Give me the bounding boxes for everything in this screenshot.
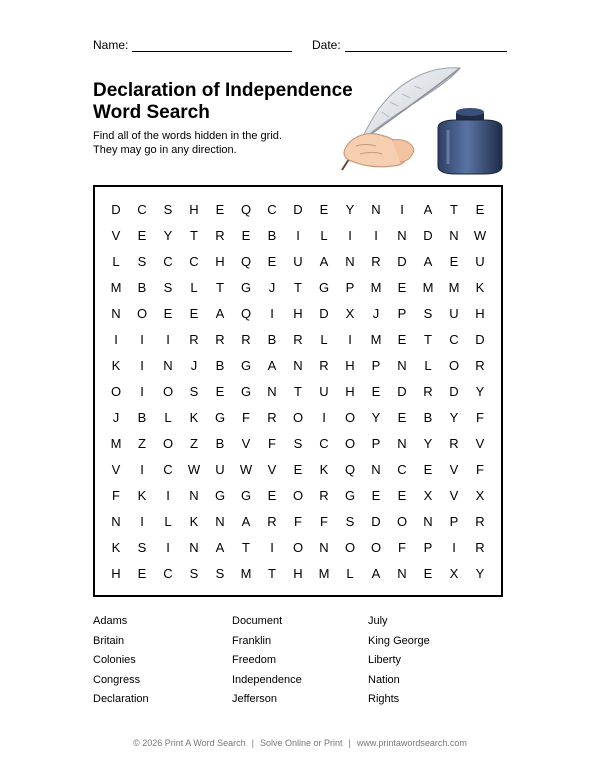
grid-cell: R [319, 488, 329, 503]
grid-cell: T [294, 384, 302, 399]
grid-cell: V [449, 462, 459, 477]
letter-grid [103, 197, 493, 587]
grid-cell: I [296, 228, 300, 243]
grid-cell: H [475, 306, 485, 321]
grid-cell: H [293, 566, 303, 581]
footer-tagline: Solve Online or Print [259, 738, 343, 748]
grid-row [103, 327, 493, 353]
word-list-item: Jefferson [232, 693, 278, 705]
grid-cell: E [215, 384, 225, 399]
grid-cell: Y [449, 410, 459, 425]
grid-cell: K [111, 540, 121, 555]
grid-cell: K [189, 410, 199, 425]
grid-row [103, 431, 493, 457]
grid-cell: G [344, 488, 356, 503]
grid-cell: D [371, 514, 381, 529]
grid-cell: C [163, 254, 173, 269]
grid-cell: S [163, 202, 173, 217]
grid-cell: O [396, 514, 408, 529]
grid-cell: X [423, 488, 433, 503]
word-list-column-2 [232, 612, 372, 710]
grid-cell: S [137, 540, 147, 555]
grid-cell: R [475, 514, 485, 529]
grid-cell: L [164, 514, 172, 529]
grid-cell: K [111, 358, 121, 373]
grid-cell: R [189, 332, 199, 347]
grid-cell: B [215, 436, 225, 451]
grid-cell: E [397, 488, 407, 503]
word-list-item: Declaration [93, 693, 149, 705]
grid-cell: A [267, 358, 277, 373]
grid-cell: X [475, 488, 485, 503]
grid-cell: C [163, 462, 173, 477]
grid-cell: K [319, 462, 329, 477]
grid-cell: E [267, 254, 277, 269]
grid-cell: N [449, 228, 459, 243]
word-list-item: Liberty [368, 654, 402, 666]
grid-cell: O [344, 436, 356, 451]
word-list-column-1 [93, 612, 233, 710]
grid-cell: M [240, 566, 252, 581]
grid-cell: D [475, 332, 485, 347]
grid-cell: P [449, 514, 459, 529]
grid-cell: I [140, 358, 144, 373]
grid-cell: O [448, 358, 460, 373]
grid-cell: T [450, 202, 458, 217]
grid-cell: L [112, 254, 120, 269]
grid-cell: M [422, 280, 434, 295]
grid-cell: D [397, 254, 407, 269]
grid-cell: O [110, 384, 122, 399]
grid-cell: C [449, 332, 459, 347]
footer-separator: | [348, 738, 351, 748]
grid-cell: R [475, 540, 485, 555]
grid-cell: O [292, 488, 304, 503]
grid-row [103, 275, 493, 301]
date-field-row [312, 38, 507, 52]
page-title: Declaration of Independence Word Search [93, 80, 353, 123]
grid-cell: E [449, 254, 459, 269]
grid-cell: E [319, 202, 329, 217]
grid-cell: D [111, 202, 121, 217]
quill-inkwell-illustration [330, 62, 510, 182]
word-list-item: Adams [93, 615, 128, 627]
grid-cell: F [476, 462, 484, 477]
grid-cell: N [215, 514, 225, 529]
grid-cell: F [268, 436, 276, 451]
grid-cell: G [240, 358, 252, 373]
grid-cell: C [319, 436, 329, 451]
grid-cell: O [344, 410, 356, 425]
grid-cell: K [137, 488, 147, 503]
grid-cell: D [397, 384, 407, 399]
grid-cell: K [189, 514, 199, 529]
grid-cell: F [320, 514, 328, 529]
grid-cell: E [215, 202, 225, 217]
grid-cell: Q [240, 202, 252, 217]
grid-cell: I [374, 228, 378, 243]
grid-cell: P [345, 280, 355, 295]
footer-site-link[interactable]: www.printawordsearch.com [356, 738, 467, 748]
grid-cell: T [242, 540, 250, 555]
instructions [93, 129, 353, 157]
grid-cell: P [423, 540, 433, 555]
grid-cell: P [371, 436, 381, 451]
grid-cell: I [400, 202, 404, 217]
grid-cell: F [398, 540, 406, 555]
grid-cell: S [423, 306, 433, 321]
grid-cell: E [241, 228, 251, 243]
grid-cell: O [136, 306, 148, 321]
grid-cell: O [162, 384, 174, 399]
grid-cell: Y [345, 202, 355, 217]
grid-row [103, 405, 493, 431]
grid-cell: C [267, 202, 277, 217]
grid-cell: W [187, 462, 201, 477]
grid-cell: A [423, 202, 433, 217]
grid-cell: E [189, 306, 199, 321]
grid-cell: E [371, 384, 381, 399]
grid-cell: N [371, 462, 381, 477]
grid-cell: S [293, 436, 303, 451]
grid-cell: J [190, 358, 198, 373]
grid-cell: P [397, 306, 407, 321]
grid-cell: M [448, 280, 460, 295]
grid-cell: M [110, 280, 122, 295]
grid-cell: A [215, 306, 225, 321]
grid-cell: F [294, 514, 302, 529]
grid-cell: C [163, 566, 173, 581]
grid-cell: R [449, 436, 459, 451]
grid-cell: B [137, 280, 147, 295]
date-line [345, 39, 507, 52]
grid-cell: D [293, 202, 303, 217]
grid-cell: D [423, 228, 433, 243]
grid-cell: I [322, 410, 326, 425]
grid-row [103, 457, 493, 483]
grid-cell: I [348, 332, 352, 347]
grid-cell: I [166, 540, 170, 555]
grid-cell: F [242, 410, 250, 425]
grid-cell: L [346, 566, 354, 581]
grid-cell: G [214, 488, 226, 503]
grid-cell: L [320, 332, 328, 347]
grid-cell: I [140, 384, 144, 399]
grid-cell: Q [240, 254, 252, 269]
grid-cell: N [319, 540, 329, 555]
grid-cell: D [449, 384, 459, 399]
footer [0, 738, 600, 748]
grid-cell: V [267, 462, 277, 477]
grid-row [103, 197, 493, 223]
word-list-item: Franklin [232, 634, 272, 647]
grid-cell: I [166, 332, 170, 347]
grid-cell: J [268, 280, 276, 295]
grid-cell: G [318, 280, 330, 295]
grid-cell: E [475, 202, 485, 217]
grid-cell: I [270, 540, 274, 555]
grid-cell: I [140, 462, 144, 477]
grid-row [103, 249, 493, 275]
grid-cell: N [397, 228, 407, 243]
grid-cell: I [348, 228, 352, 243]
grid-cell: R [267, 514, 277, 529]
word-list-column-3 [368, 612, 508, 710]
grid-cell: N [293, 358, 303, 373]
grid-cell: O [292, 540, 304, 555]
grid-cell: M [318, 566, 330, 581]
grid-row [103, 379, 493, 405]
grid-cell: J [112, 410, 120, 425]
grid-cell: R [267, 410, 277, 425]
grid-row [103, 483, 493, 509]
name-label: Name: [93, 38, 129, 52]
word-list-item: Colonies [93, 654, 136, 666]
word-list-item: July [368, 615, 388, 627]
grid-cell: R [423, 384, 433, 399]
grid-cell: E [137, 566, 147, 581]
grid-cell: A [215, 540, 225, 555]
grid-row [103, 561, 493, 587]
grid-cell: U [215, 462, 225, 477]
grid-cell: R [293, 332, 303, 347]
grid-cell: G [240, 488, 252, 503]
grid-cell: N [189, 488, 199, 503]
grid-cell: T [294, 280, 302, 295]
grid-cell: X [449, 566, 459, 581]
grid-cell: S [345, 514, 355, 529]
grid-cell: A [423, 254, 433, 269]
grid-cell: F [476, 410, 484, 425]
grid-cell: V [475, 436, 485, 451]
footer-copyright: © 2026 Print A Word Search [133, 738, 246, 748]
instructions-line-1: Find all of the words hidden in the grid. [93, 130, 282, 142]
grid-cell: Y [423, 436, 433, 451]
grid-cell: R [371, 254, 381, 269]
grid-cell: B [215, 358, 225, 373]
grid-cell: N [345, 254, 355, 269]
grid-cell: E [371, 488, 381, 503]
grid-cell: N [371, 202, 381, 217]
name-field-row [93, 38, 292, 52]
grid-row [103, 353, 493, 379]
grid-cell: Q [240, 306, 252, 321]
grid-cell: E [163, 306, 173, 321]
grid-cell: E [423, 462, 433, 477]
grid-cell: T [216, 280, 224, 295]
word-list-item: King George [368, 634, 430, 647]
grid-cell: X [345, 306, 355, 321]
grid-cell: S [189, 384, 199, 399]
grid-cell: I [166, 488, 170, 503]
grid-cell: P [371, 358, 381, 373]
grid-cell: B [267, 332, 277, 347]
word-search-grid [93, 185, 503, 597]
grid-cell: I [114, 332, 118, 347]
grid-cell: E [397, 280, 407, 295]
grid-cell: H [345, 358, 355, 373]
grid-cell: E [137, 228, 147, 243]
grid-cell: N [397, 436, 407, 451]
grid-cell: L [164, 410, 172, 425]
grid-row [103, 223, 493, 249]
grid-cell: V [111, 462, 121, 477]
grid-cell: F [112, 488, 120, 503]
footer-separator: | [251, 738, 254, 748]
grid-cell: N [397, 566, 407, 581]
grid-cell: I [140, 332, 144, 347]
word-list-item: Freedom [232, 654, 277, 666]
word-list-item: Nation [368, 673, 400, 686]
grid-cell: M [370, 332, 382, 347]
grid-cell: L [190, 280, 198, 295]
grid-cell: U [293, 254, 303, 269]
grid-cell: N [111, 514, 121, 529]
word-list-item: Britain [93, 634, 125, 647]
grid-cell: D [319, 306, 329, 321]
grid-cell: S [215, 566, 225, 581]
grid-cell: A [241, 514, 251, 529]
grid-cell: H [189, 202, 199, 217]
grid-cell: A [371, 566, 381, 581]
grid-cell: T [268, 566, 276, 581]
grid-cell: E [293, 462, 303, 477]
grid-cell: W [239, 462, 253, 477]
grid-cell: R [475, 358, 485, 373]
grid-cell: N [163, 358, 173, 373]
grid-row [103, 535, 493, 561]
grid-cell: C [189, 254, 199, 269]
grid-cell: B [267, 228, 277, 243]
grid-cell: L [320, 228, 328, 243]
grid-cell: U [449, 306, 459, 321]
grid-cell: I [452, 540, 456, 555]
grid-cell: H [215, 254, 225, 269]
grid-cell: U [319, 384, 329, 399]
grid-cell: C [137, 202, 147, 217]
grid-cell: O [162, 436, 174, 451]
grid-cell: I [270, 306, 274, 321]
grid-cell: Y [163, 228, 173, 243]
grid-cell: M [370, 280, 382, 295]
grid-cell: A [319, 254, 329, 269]
grid-cell: O [370, 540, 382, 555]
grid-cell: E [423, 566, 433, 581]
grid-cell: E [397, 332, 407, 347]
date-label: Date: [312, 38, 341, 52]
word-list-item: Congress [93, 673, 141, 686]
grid-cell: W [473, 228, 487, 243]
grid-cell: N [111, 306, 121, 321]
grid-cell: L [424, 358, 432, 373]
grid-cell: G [240, 280, 252, 295]
grid-cell: R [241, 332, 251, 347]
grid-cell: R [215, 332, 225, 347]
grid-cell: S [137, 254, 147, 269]
grid-cell: E [267, 488, 277, 503]
grid-cell: K [475, 280, 485, 295]
grid-cell: M [110, 436, 122, 451]
grid-cell: Y [371, 410, 381, 425]
grid-cell: T [424, 332, 432, 347]
grid-cell: Q [344, 462, 356, 477]
grid-cell: T [190, 228, 198, 243]
grid-cell: H [293, 306, 303, 321]
grid-cell: S [163, 280, 173, 295]
grid-cell: G [240, 384, 252, 399]
grid-row [103, 301, 493, 327]
grid-cell: N [189, 540, 199, 555]
grid-cell: E [397, 410, 407, 425]
grid-cell: Z [138, 436, 146, 451]
grid-cell: V [449, 488, 459, 503]
grid-cell: Z [190, 436, 198, 451]
grid-cell: N [423, 514, 433, 529]
name-line [132, 39, 292, 52]
grid-cell: O [344, 540, 356, 555]
grid-cell: N [267, 384, 277, 399]
grid-cell: Y [475, 566, 485, 581]
instructions-line-2: They may go in any direction. [93, 144, 237, 156]
grid-cell: N [397, 358, 407, 373]
grid-cell: R [319, 358, 329, 373]
grid-cell: R [215, 228, 225, 243]
grid-cell: G [214, 410, 226, 425]
grid-cell: S [189, 566, 199, 581]
grid-cell: B [423, 410, 433, 425]
grid-cell: B [137, 410, 147, 425]
grid-row [103, 509, 493, 535]
grid-cell: Y [475, 384, 485, 399]
grid-cell: U [475, 254, 485, 269]
grid-cell: H [111, 566, 121, 581]
word-list-item: Document [232, 615, 283, 627]
grid-cell: O [292, 410, 304, 425]
word-list-item: Rights [368, 693, 400, 705]
grid-cell: V [241, 436, 251, 451]
grid-cell: J [372, 306, 380, 321]
grid-cell: H [345, 384, 355, 399]
grid-cell: C [397, 462, 407, 477]
grid-cell: V [111, 228, 121, 243]
word-list-item: Independence [232, 673, 302, 686]
grid-cell: I [140, 514, 144, 529]
